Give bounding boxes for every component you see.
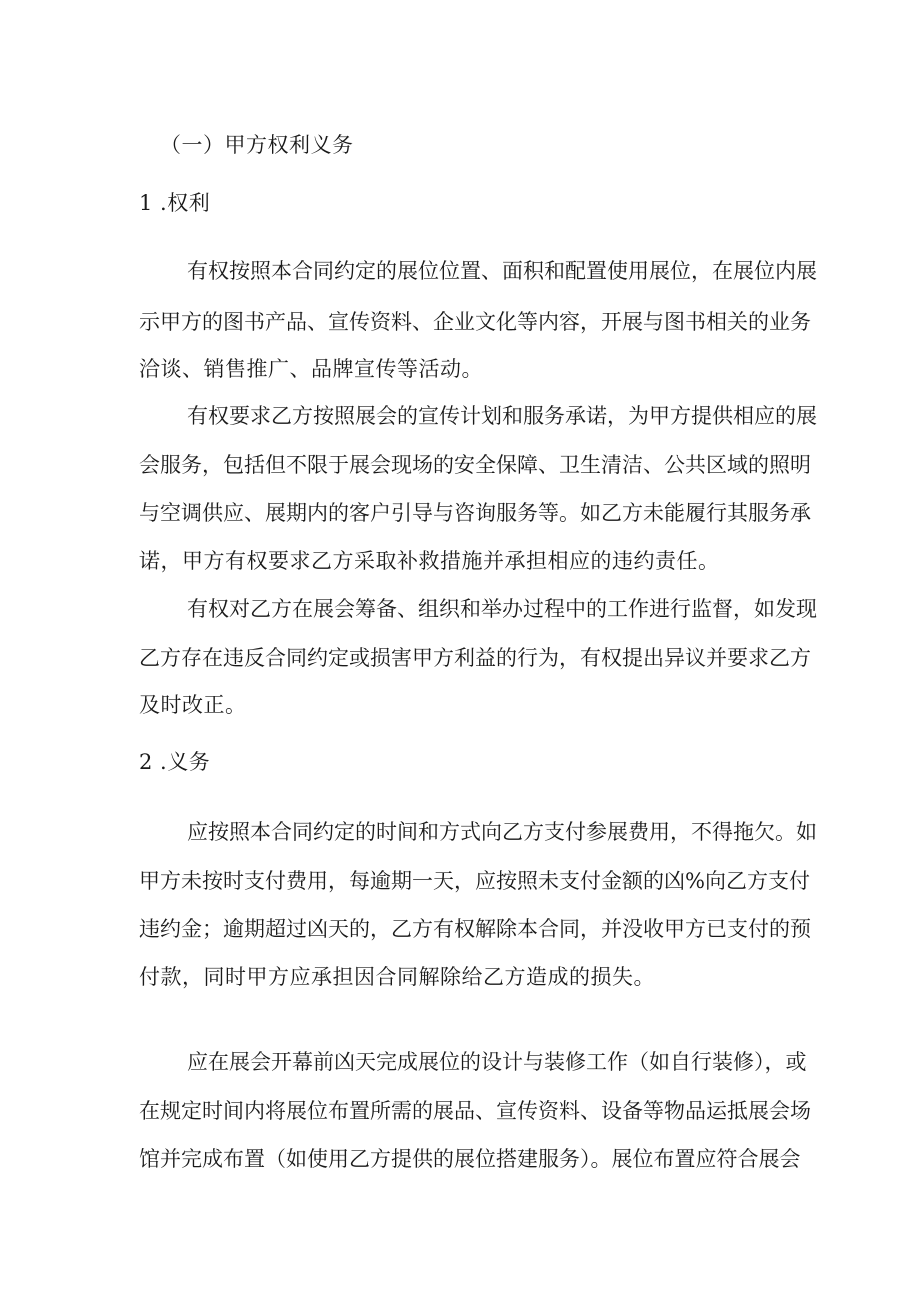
text-line: 有权对乙方在展会筹备、组织和举办过程中的工作进行监督，如发现 bbox=[187, 597, 817, 621]
text-line: 示甲方的图书产品、宣传资料、企业文化等内容，开展与图书相关的业务 bbox=[139, 310, 811, 334]
rights-heading: 1 .权利 bbox=[139, 191, 211, 215]
text-line: 会服务，包括但不限于展会现场的安全保障、卫生清洁、公共区域的照明 bbox=[139, 453, 811, 477]
text-line: 与空调供应、展期内的客户引导与咨询服务等。如乙方未能履行其服务承 bbox=[139, 501, 811, 525]
text-line: 乙方存在违反合同约定或损害甲方利益的行为，有权提出异议并要求乙方 bbox=[139, 646, 811, 670]
text-line: 有权按照本合同约定的展位位置、面积和配置使用展位，在展位内展 bbox=[187, 259, 817, 283]
text-line: 洽谈、销售推广、品牌宣传等活动。 bbox=[139, 357, 483, 381]
section-heading: （一）甲方权利义务 bbox=[160, 133, 354, 157]
text-line: 应在展会开幕前凶天完成展位的设计与装修工作（如自行装修），或 bbox=[187, 1050, 807, 1074]
text-line: 违约金；逾期超过凶天的，乙方有权解除本合同，并没收甲方已支付的预 bbox=[139, 917, 811, 941]
text-line: 甲方未按时支付费用，每逾期一天，应按照未支付金额的凶%向乙方支付 bbox=[139, 869, 810, 893]
text-line: 有权要求乙方按照展会的宣传计划和服务承诺，为甲方提供相应的展 bbox=[187, 404, 817, 428]
text-line: 及时改正。 bbox=[139, 693, 247, 717]
obligations-heading: 2 .义务 bbox=[139, 750, 211, 774]
text-line: 应按照本合同约定的时间和方式向乙方支付参展费用，不得拖欠。如 bbox=[187, 820, 817, 844]
text-line: 馆并完成布置（如使用乙方提供的展位搭建服务）。展位布置应符合展会 bbox=[139, 1147, 801, 1171]
text-line: 付款，同时甲方应承担因合同解除给乙方造成的损失。 bbox=[139, 965, 655, 989]
text-line: 在规定时间内将展位布置所需的展品、宣传资料、设备等物品运抵展会场 bbox=[139, 1099, 811, 1123]
text-line: 诺，甲方有权要求乙方采取补救措施并承担相应的违约责任。 bbox=[139, 549, 720, 573]
